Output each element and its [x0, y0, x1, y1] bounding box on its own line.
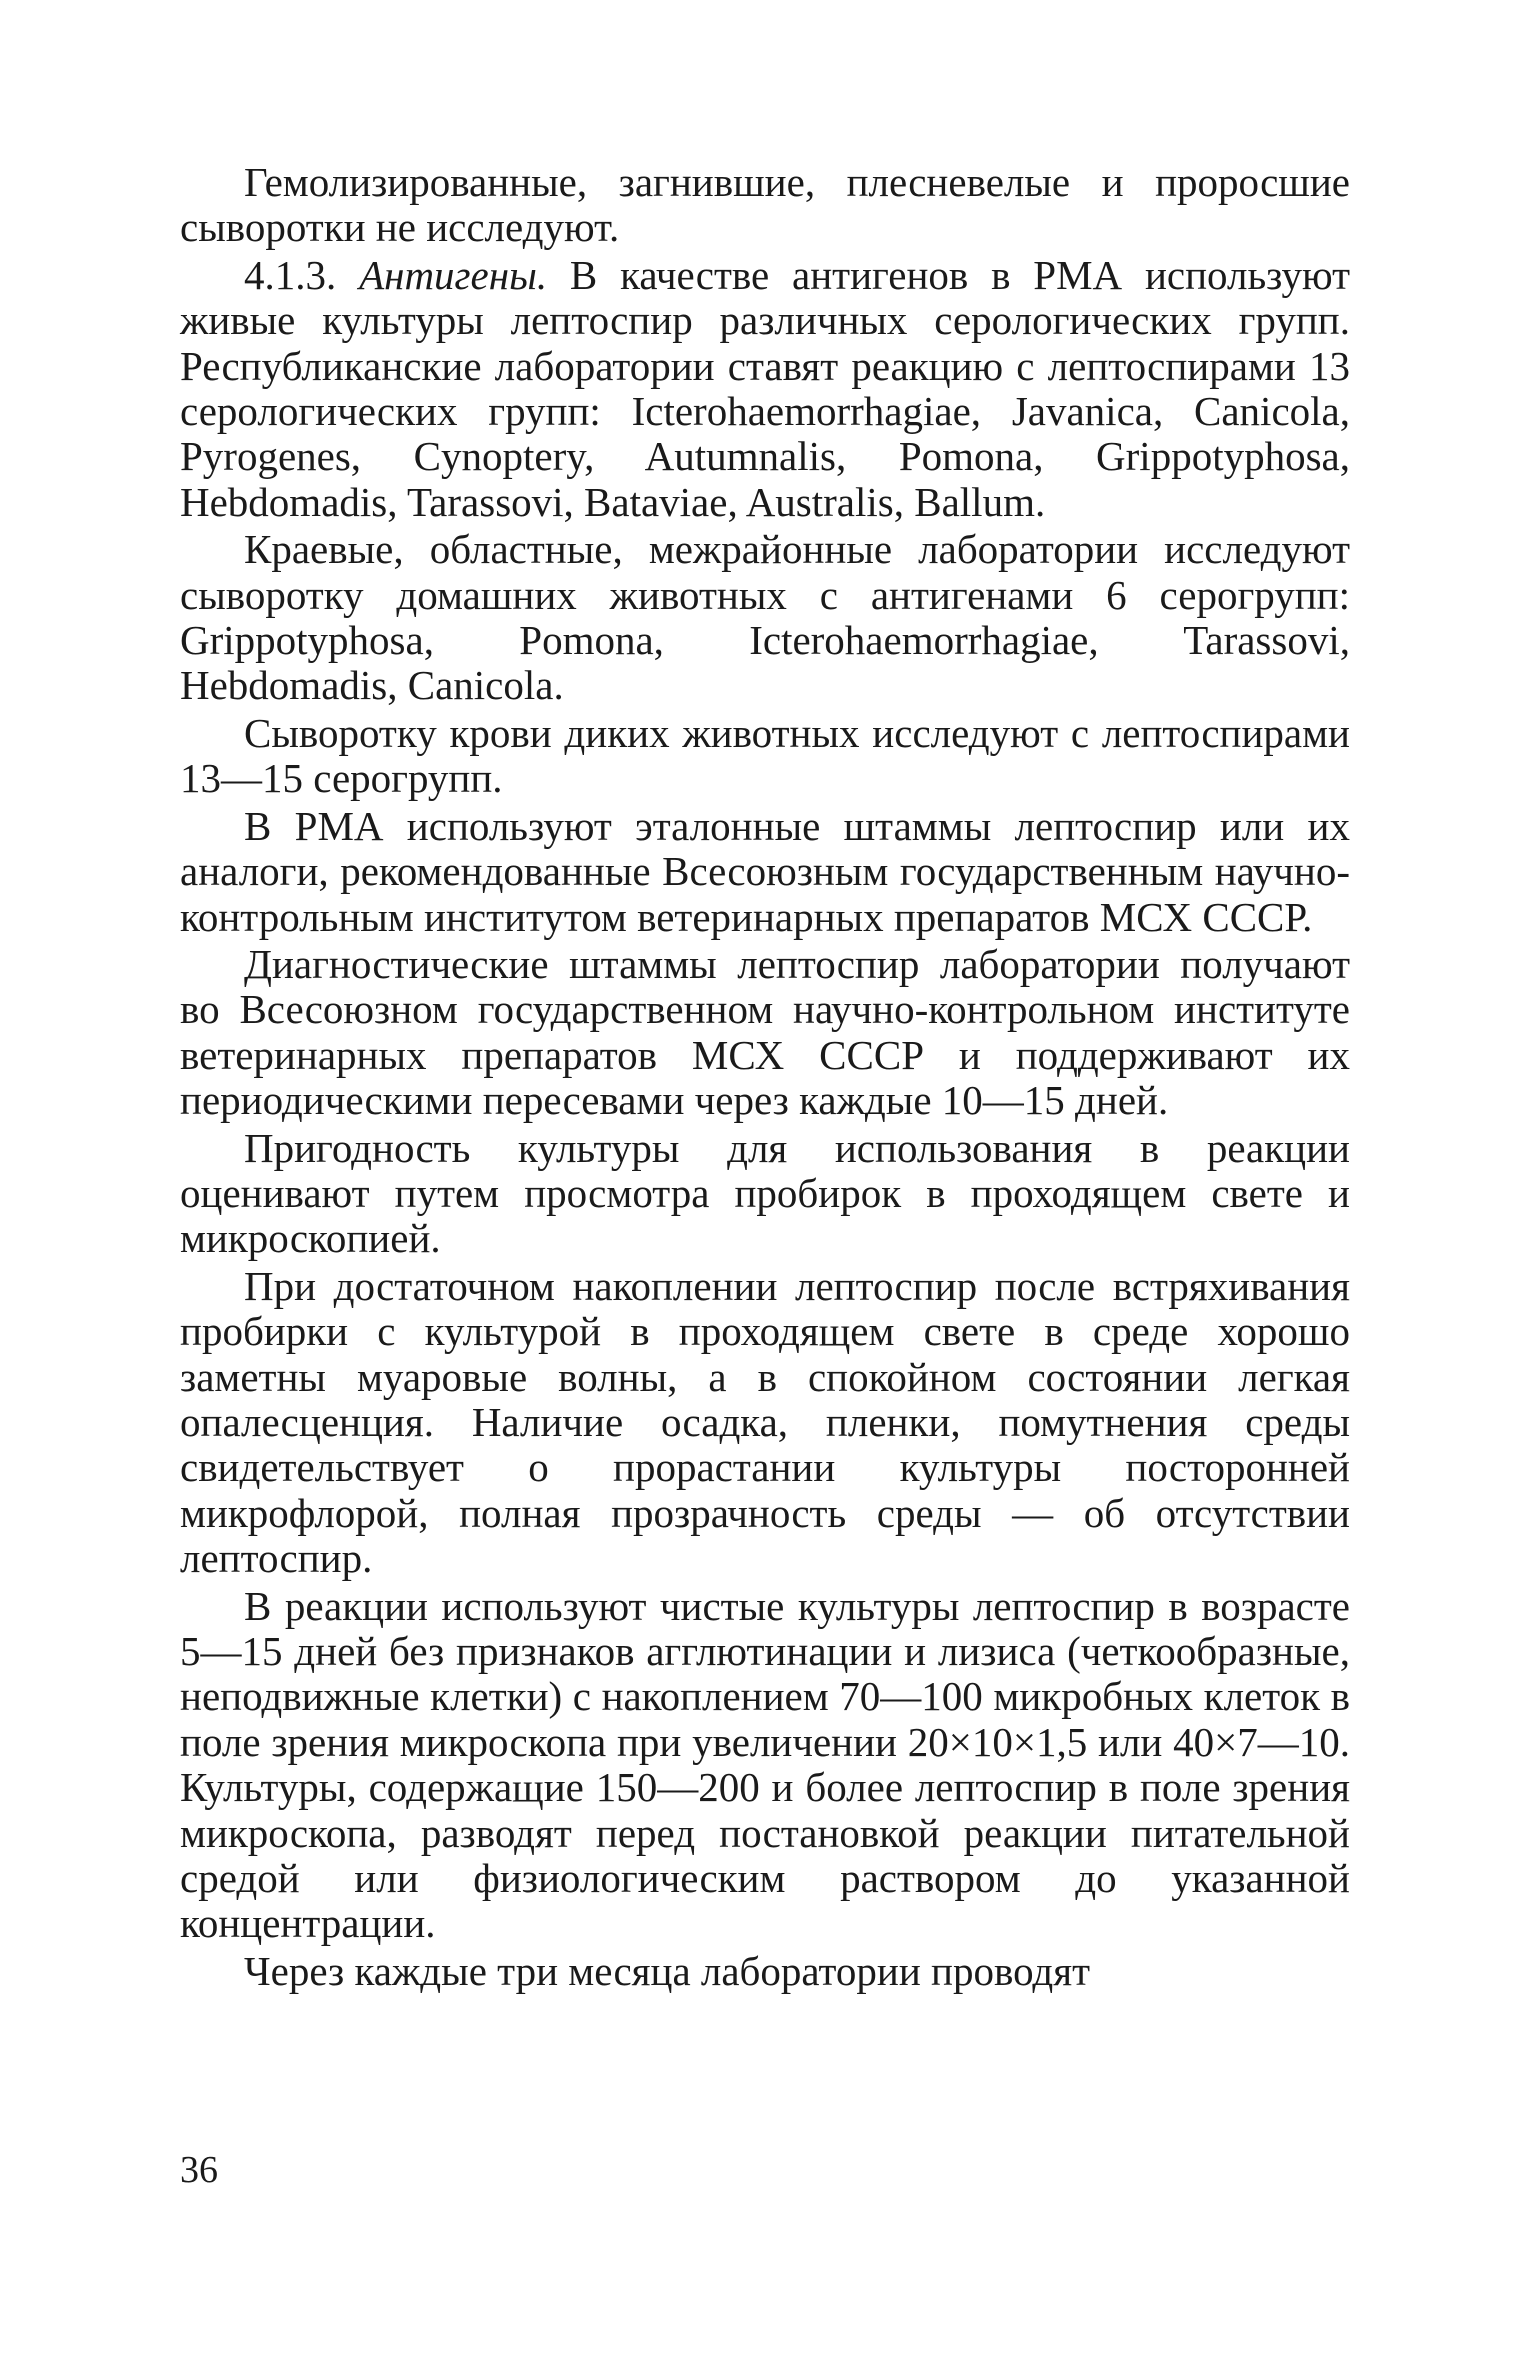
section-antigens: [180, 253, 1350, 525]
paragraph-suitability: Пригодность культуры для использования в реакции оценивают путем просмотра пробирок в проходящем свете и микроскопией.: [180, 1124, 1350, 1262]
section-number: 4.1.3.: [244, 251, 337, 298]
paragraph-regional-labs: Краевые, областные, межрайонные лаборатории исследуют сыворотку домашних животных с антигенами 6 серогрупп: Grippotyphosa, Pomona, Icterohaemorrhagiae, Tarassovi, Hebdomadis, Canicola.: [180, 526, 1350, 709]
section-text: В качестве антигенов в РМА используют живые культуры лептоспир различных серологических групп. Республиканские лаборатории ставят реакцию с лептоспирами 13 серологических групп: Icterohaemorrhagiae, Javanica, Canicola, Pyrogenes, Cynoptery, Autumnalis, Pomona, Grippotyphosa, Hebdomadis, Tarassovi, Bataviae, Australis, Ballum.: [180, 251, 1350, 525]
section-title: Антигены.: [359, 251, 548, 298]
paragraph-wild-animals: Сыворотку крови диких животных исследуют с лептоспирами 13—15 серогрупп.: [180, 709, 1350, 802]
paragraph-diagnostic-strains: Диагностические штаммы лептоспир лаборатории получают во Всесоюзном государственном научно-контрольном институте ветеринарных препаратов МСХ СССР и поддерживают их периодическими пересевами через каждые 10—15 дней.: [180, 940, 1350, 1124]
paragraph-accumulation: При достаточном накоплении лептоспир после встряхивания пробирки с культурой в проходящем свете в среде хорошо заметны муаровые волны, а в спокойном состоянии легкая опалесценция. Наличие осадка, пленки, помутнения среды свидетельствует о прорастании культуры посторонней микрофлорой, полная прозрачность среды — об отсутствии лептоспир.: [180, 1262, 1350, 1582]
paragraph-reference-strains: В РМА используют эталонные штаммы лептоспир или их аналоги, рекомендованные Всесоюзным государственным научно-контрольным институтом ветеринарных препаратов МСХ СССР.: [180, 802, 1350, 940]
paragraph-every-three-months: Через каждые три месяца лаборатории проводят: [244, 1947, 1091, 1994]
page-body: [180, 160, 1350, 1996]
paragraph-hemolyzed: Гемолизированные, загнившие, плесневелые и проросшие сыворотки не исследуют.: [180, 159, 1350, 251]
paragraph-pure-cultures: В реакции используют чистые культуры лептоспир в возрасте 5—15 дней без признаков агглютинации и лизиса (четкообразные, неподвижные клетки) с накоплением 70—100 микробных клеток в поле зрения микроскопа при увеличении 20×10×1,5 или 40×7—10. Культуры, содержащие 150—200 и более лептоспир в поле зрения микроскопа, разводят перед постановкой реакции питательной средой или физиологическим раствором до указанной концентрации.: [180, 1582, 1350, 1947]
page-number: 36: [180, 2149, 218, 2191]
